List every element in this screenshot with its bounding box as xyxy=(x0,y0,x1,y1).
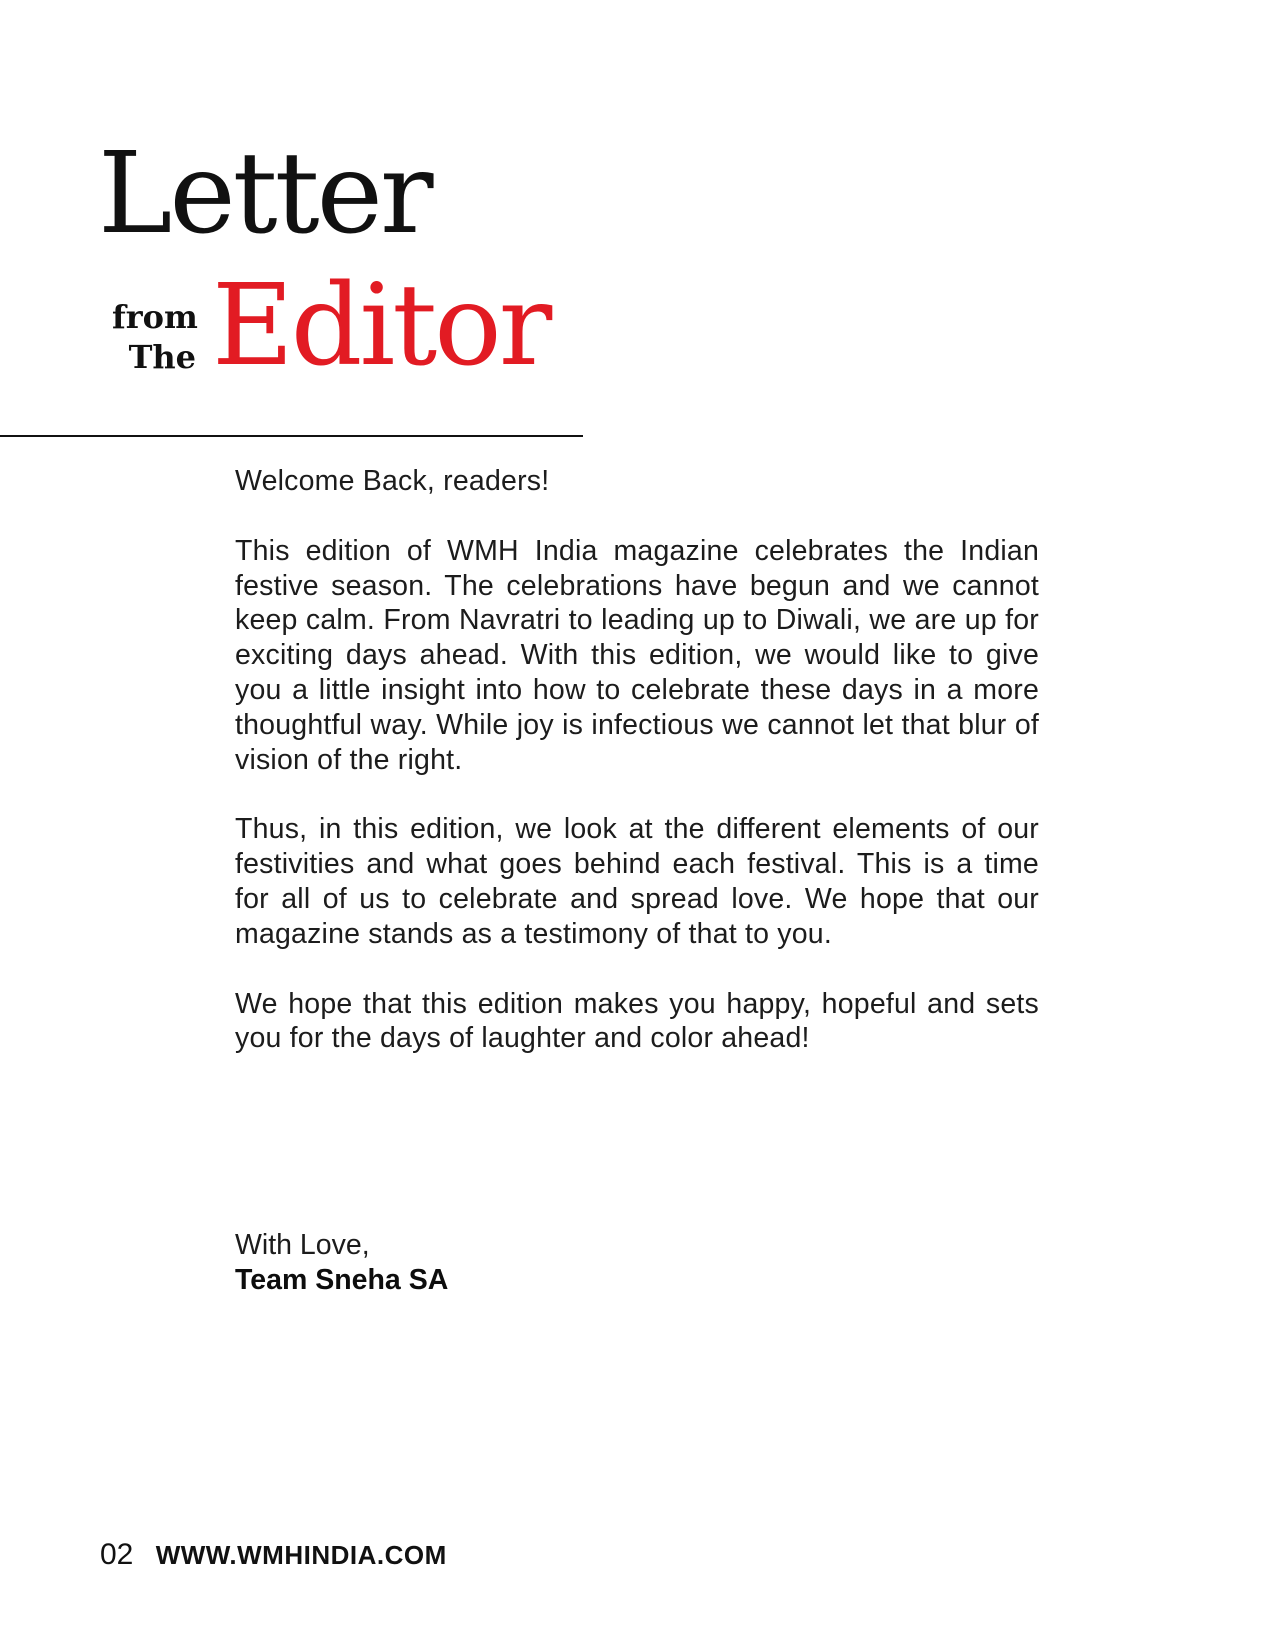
title-divider xyxy=(0,435,583,437)
paragraph-2: Thus, in this edition, we look at the different elements of our festivities and what goes behind each festival. This is a time for all of us to celebrate and spread love. We hope that our magazine stands as a testimony of that to you. xyxy=(235,813,1039,950)
title-letter: Letter xyxy=(98,129,431,259)
closing-line: With Love, xyxy=(235,1229,370,1261)
signature: Team Sneha SA xyxy=(235,1264,449,1296)
title-editor: Editor xyxy=(212,261,550,391)
paragraph-1: This edition of WMH India magazine celebrates the Indian festive season. The celebrations have begun and we cannot keep calm. From Navratri to leading up to Diwali, we are up for exciting days ahead. With this edition, we would like to give you a little insight into how to celebrate these days in a more thoughtful way. While joy is infectious we cannot let that blur of vision of the right. xyxy=(235,534,1039,776)
title-from-the xyxy=(112,297,196,377)
page-footer xyxy=(100,1537,447,1573)
website-link[interactable]: WWW.WMHINDIA.COM xyxy=(155,1540,447,1570)
letter-body xyxy=(235,464,1039,1091)
title-the: The xyxy=(128,338,196,376)
greeting: Welcome Back, readers! xyxy=(235,465,550,497)
page-number: 02 xyxy=(100,1538,134,1571)
title-from: from xyxy=(112,298,198,336)
signoff xyxy=(235,1228,448,1298)
paragraph-3: We hope that this edition makes you happy, hopeful and sets you for the days of laughter and color ahead! xyxy=(235,987,1039,1055)
